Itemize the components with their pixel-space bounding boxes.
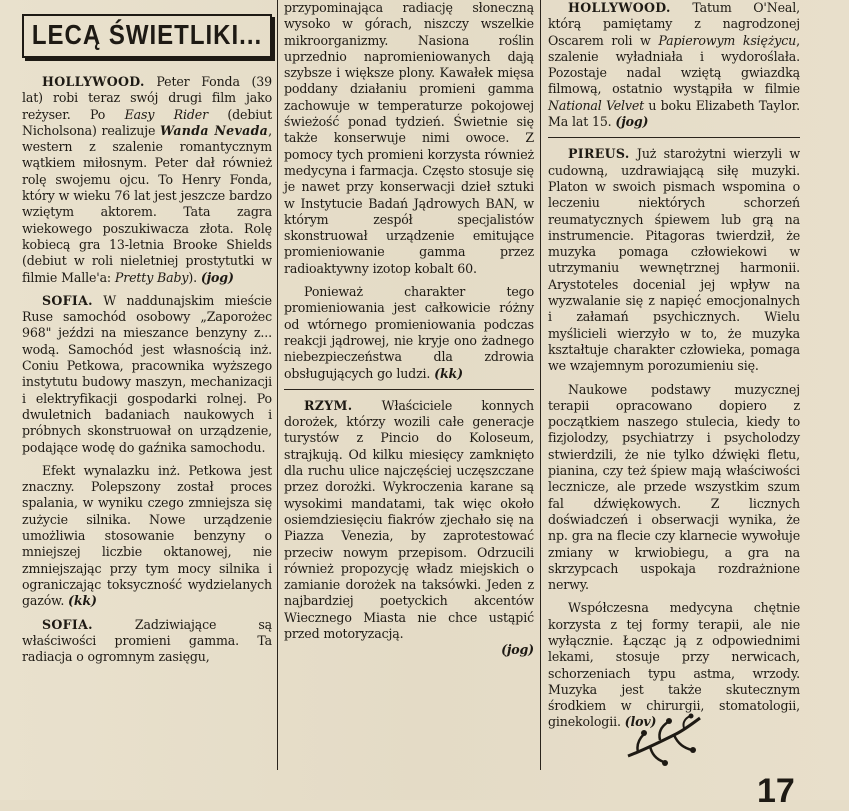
article-sofia-gamma-end: Ponieważ charakter tego promieniowania jest całkowicie różny od wtórnego promieniowania podczas reakcji jądrowej, nie kryje ono żadnego niebezpieczeństwa dla zdrowia obsługujących go ludzi. (kk): [284, 284, 534, 381]
article-pireus-music-3: Współczesna medycyna chętnie korzysta z tej formy terapii, ale nie wyłącznie. Łącząc ją z odpowiednimi lekami, stosuje przy nerwicach, schorzeniach typu astma, wrzody. Muzyka jest także skutecznym środkiem w chirurgii, stomatologii, ginekologii. (lov): [548, 600, 800, 730]
article-pireus-music: PIREUS. Już starożytni wierzyli w cudowną, uzdrawiającą siłę muzyki. Platon w swoich pismach wspomina o leczeniu niektórych schorzeń reumatycznych śpiewem lub grą na instrumencie. Pitagoras twierdził, że muzyka pomaga człowiekowi w utrzymaniu wewnętrznej harmonii. Arystoteles docenial jej wpływ na wyzwalanie się z napięć emocjonalnych i załamań psychicznych. Wielu myślicieli wierzyło w to, że muzyka kształtuje charakter człowieka, pomaga we wzajemnym porozumieniu się.: [548, 146, 800, 374]
column-3: [548, 0, 800, 800]
column-1: [22, 0, 272, 800]
column-2: [284, 0, 534, 800]
column-divider-1: [277, 0, 278, 770]
article-sofia-engine-cont: Efekt wynalazku inż. Petkowa jest znaczny. Polepszony został proces spalania, w wyniku czego zmniejsza się zużycie silnika. Nowe urządzenie umożliwia stosowanie benzyny o mniejszej liczbie oktanowej, nie zmniejszając przy tym mocy silnika i ograniczając toksyczność wydzielanych gazów. (kk): [22, 462, 272, 609]
article-sofia-gamma-cont: przypominająca radiację słoneczną wysoko w górach, niszczy wszelkie mikroorganizmy. Nasiona roślin uprzednio napromieniowanych dają szybsze i większe plony. Kawałek mięsa poddany działaniu promieni gamma zachowuje w temperaturze pokojowej świeżość ponad tydzień. Świetnie się także konserwuje nimi owoce. Z pomocy tych promieni korzysta również medycyna i farmacja. Często stosuje się je nawet przy konserwacji dzieł sztuki w Instytucie Badań Jądrowych BAN, w którym zespół specjalistów skonstruował urządzenie emitujące promieniowanie gamma przez radioaktywny izotop kobalt 60.: [284, 0, 534, 276]
article-hollywood-fonda: HOLLYWOOD. Peter Fonda (39 lat) robi teraz swój drugi film jako reżyser. Po Easy Rider (debiut Nicholsona) realizuje Wanda Nevada, western z szalenie romantycznym wątkiem miłosnym. Peter dał również rolę swojemu ojcu. To Henry Fonda, który w wieku 76 lat jest jeszcze bardzo wziętym aktorem. Tata zagra wiekowego poszukiwacza złota. Rolę kobiecą gra 13-letnia Brooke Shields (debiut w roli nieletniej prostytutki w filmie Malle'a: Pretty Baby). (jog): [22, 74, 273, 285]
article-divider: [284, 389, 534, 390]
article-pireus-music-2: Naukowe podstawy muzycznej terapii opracowano dopiero z początkiem naszego stulecia, kiedy to fizjolodzy, psychiatrzy i psycholodzy stwierdzili, że nie tylko dźwięki fletu, pianina, czy też śpiew mają właściwości lecznicze, ale przede wszystkim szum fal dźwiękowych. Z licznych doświadczeń i obserwacji wynika, że np. gra na flecie czy klarnecie wywołuje zmiany w krwiobiegu, a gra na skrzypcach uspokaja rozdrażnione nerwy.: [548, 381, 800, 593]
column-divider-2: [540, 0, 541, 770]
headline-box: [22, 14, 272, 58]
floral-branch-ornament-icon: [624, 712, 704, 768]
article-hollywood-oneal: HOLLYWOOD. Tatum O'Neal, którą pamiętamy z nagrodzonej Oscarem roli w Papierowym księżycu, szalenie wyładniała i wydoroślała. Pozostaje nadal wziętą gwiazdką filmową, ostatnio wystąpiła w filmie National Velvet u boku Elizabeth Taylor. Ma lat 15. (jog): [548, 0, 800, 130]
article-rome-carriages: RZYM. Właściciele konnych dorożek, którzy wozili całe generacje turystów z Pincio do Koloseum, strajkują. Od kilku miesięcy zamknięto dla ruchu ulice najczęściej uczęszczane przez dorożki. Wykroczenia karane są wysokimi mandatami, tak więc około osiemdziesięciu fiakrów zjechało się na Piazza Venezia, by zaprotestować przeciw nowym przepisom. Odrzucili również propozycję władz miejskich o zamianie dorożek na taksówki. Jeden z najbardziej poetyckich akcentów Wiecznego Miasta nie chce ustąpić przed motoryzacją. (jog): [284, 397, 534, 658]
page-number: 17: [757, 772, 795, 810]
article-sofia-engine: SOFIA. W naddunajskim mieście Ruse samochód osobowy „Zaporożec 968" jeździ na mieszance benzyny z... wodą. Samochód jest własnością inż. Coniu Petkowa, pracownika wyższego instytutu budowy maszyn, mechanizacji i elektryfikacji gospodarki rolnej. Po dwuletnich badaniach naukowych i próbnych skonstruował on urządzenie, podające wodę do gaźnika samochodu.: [22, 292, 272, 455]
article-sofia-gamma: SOFIA. Zadziwiające są właściwości promieni gamma. Ta radiacja o ogromnym zasięgu,: [22, 616, 272, 665]
headline: LECĄ ŚWIETLIKI...: [31, 19, 263, 51]
article-divider: [548, 137, 800, 138]
